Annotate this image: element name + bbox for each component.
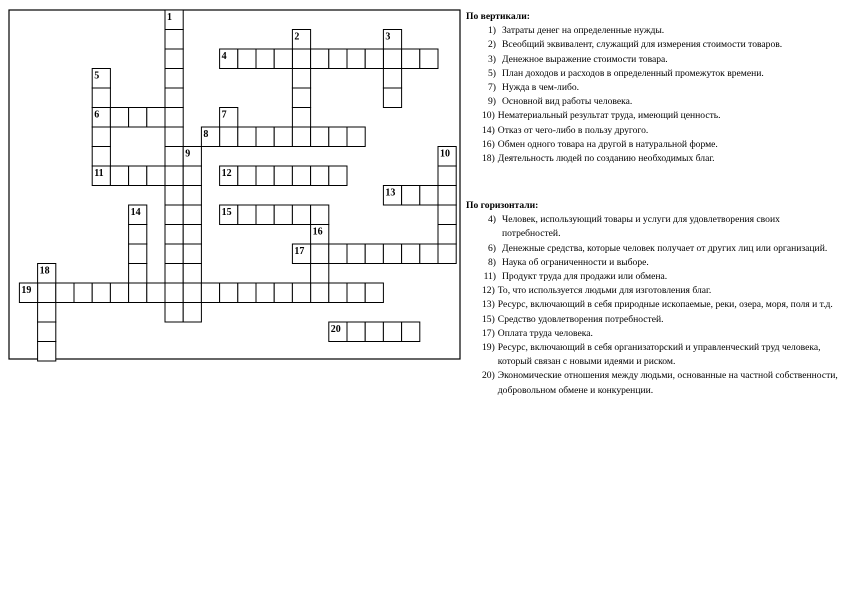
crossword-cell[interactable]: [311, 49, 329, 69]
crossword-cell[interactable]: [238, 205, 256, 225]
crossword-cell[interactable]: [402, 186, 420, 206]
crossword-cell[interactable]: [183, 303, 201, 323]
crossword-cell[interactable]: [365, 322, 383, 342]
crossword-cell[interactable]: [183, 244, 201, 264]
clue-number-20: 20: [330, 324, 341, 335]
horizontal-clue: [466, 341, 838, 369]
vertical-clue: [466, 53, 838, 67]
crossword-cell[interactable]: [183, 166, 201, 186]
crossword-cell[interactable]: [183, 225, 201, 245]
crossword-cell[interactable]: [274, 205, 292, 225]
vertical-clue: [466, 38, 838, 52]
crossword-cell[interactable]: [92, 88, 110, 108]
crossword-cell[interactable]: [420, 186, 438, 206]
crossword-cell[interactable]: [311, 283, 329, 303]
horizontal-clue: [466, 313, 838, 327]
crossword-cell[interactable]: [92, 283, 110, 303]
crossword-cell[interactable]: [438, 244, 456, 264]
horizontal-clue-text: Денежные средства, которые человек получает от других лиц или организаций.: [502, 242, 828, 254]
horizontal-clue-number: 8): [488, 256, 496, 268]
clue-number-2: 2: [294, 31, 300, 43]
crossword-cell[interactable]: [165, 49, 183, 69]
crossword-cell[interactable]: [129, 225, 147, 245]
clue-number-19: 19: [21, 285, 32, 296]
crossword-cell[interactable]: [147, 166, 165, 186]
vertical-clue-number: 10): [482, 110, 495, 122]
crossword-cell[interactable]: [238, 49, 256, 69]
clue-number-11: 11: [94, 168, 104, 179]
crossword-cell[interactable]: [165, 264, 183, 284]
crossword-cell[interactable]: [292, 127, 310, 147]
vertical-clue-text: Затраты денег на определенные нужды.: [502, 25, 665, 37]
clue-number-6: 6: [94, 109, 100, 121]
crossword-cell[interactable]: [347, 283, 365, 303]
crossword-cell[interactable]: [38, 283, 56, 303]
crossword-cell[interactable]: [256, 49, 274, 69]
crossword-cell[interactable]: [92, 127, 110, 147]
crossword-cell[interactable]: [183, 283, 201, 303]
crossword-cell[interactable]: [402, 244, 420, 264]
vertical-clues: [466, 10, 838, 166]
crossword-cell[interactable]: [365, 49, 383, 69]
crossword-cell[interactable]: [129, 108, 147, 128]
crossword-cell[interactable]: [438, 186, 456, 206]
clue-number-15: 15: [221, 207, 232, 218]
crossword-cell[interactable]: [383, 244, 401, 264]
crossword-cell[interactable]: [347, 127, 365, 147]
horizontal-clues-title: По горизонтали:: [466, 200, 539, 211]
crossword-cell[interactable]: [183, 186, 201, 206]
crossword-cell[interactable]: [383, 49, 401, 69]
horizontal-clue-text: Ресурс, включающий в себя природные ископаемые, реки, озера, моря, поля и т.д.: [497, 299, 833, 311]
crossword-cell[interactable]: [256, 205, 274, 225]
crossword-cell[interactable]: [38, 303, 56, 323]
horizontal-clue: [466, 213, 838, 241]
crossword-cell[interactable]: [74, 283, 92, 303]
horizontal-clue-text: То, что используется людьми для изготовления благ.: [497, 285, 712, 297]
crossword-cell[interactable]: [383, 69, 401, 89]
crossword-cell[interactable]: [220, 283, 238, 303]
vertical-clue: [466, 95, 838, 109]
crossword-cell[interactable]: [292, 49, 310, 69]
vertical-clue-text: Нематериальный результат труда, имеющий ценность.: [497, 110, 721, 122]
vertical-clue: [466, 24, 838, 38]
crossword-cell[interactable]: [147, 283, 165, 303]
clue-number-16: 16: [312, 226, 323, 238]
crossword-cell[interactable]: [165, 244, 183, 264]
vertical-clues-title: По вертикали:: [466, 11, 530, 22]
horizontal-clue-number: 12): [482, 285, 495, 297]
crossword-cell[interactable]: [238, 166, 256, 186]
horizontal-clue-text: Ресурс, включающий в себя организаторский и управленческий труд человека, который связан с новыми идеями и риском.: [497, 342, 821, 368]
crossword-cell[interactable]: [256, 166, 274, 186]
crossword-cell[interactable]: [365, 244, 383, 264]
crossword-cell[interactable]: [274, 283, 292, 303]
crossword-cell[interactable]: [402, 49, 420, 69]
crossword-cell[interactable]: [311, 166, 329, 186]
crossword-cell[interactable]: [110, 108, 128, 128]
horizontal-clue: [466, 327, 838, 341]
crossword-cell[interactable]: [165, 205, 183, 225]
vertical-clue-text: Обмен одного товара на другой в натуральной форме.: [497, 138, 718, 150]
vertical-clue-text: Отказ от чего-либо в пользу другого.: [497, 124, 649, 136]
crossword-cell[interactable]: [110, 283, 128, 303]
clue-number-4: 4: [221, 51, 227, 62]
crossword-cell[interactable]: [238, 127, 256, 147]
crossword-cell[interactable]: [311, 205, 329, 225]
crossword-cell[interactable]: [347, 49, 365, 69]
vertical-clue-number: 16): [482, 138, 495, 150]
crossword-cell[interactable]: [129, 283, 147, 303]
vertical-clue-number: 18): [482, 153, 495, 165]
vertical-clue: [466, 109, 838, 123]
crossword-cell[interactable]: [56, 283, 74, 303]
crossword-cell[interactable]: [274, 127, 292, 147]
crossword-cell[interactable]: [329, 166, 347, 186]
crossword-cell[interactable]: [183, 264, 201, 284]
crossword-cell[interactable]: [438, 205, 456, 225]
vertical-clue-number: 5): [488, 67, 496, 79]
horizontal-clue-number: 11): [483, 271, 496, 283]
crossword-cell[interactable]: [292, 283, 310, 303]
crossword-cell[interactable]: [129, 264, 147, 284]
horizontal-clue-number: 19): [482, 342, 495, 354]
vertical-clue-text: Деятельность людей по созданию необходимых благ.: [497, 153, 715, 165]
crossword-cell[interactable]: [183, 205, 201, 225]
crossword-cell[interactable]: [347, 244, 365, 264]
crossword-cell[interactable]: [165, 88, 183, 108]
horizontal-clue-text: Наука об ограниченности и выборе.: [502, 256, 649, 268]
crossword-cell[interactable]: [165, 69, 183, 89]
clue-number-14: 14: [130, 207, 141, 218]
crossword-cell[interactable]: [311, 127, 329, 147]
crossword-cell[interactable]: [292, 166, 310, 186]
crossword-cell[interactable]: [420, 49, 438, 69]
horizontal-clue-number: 17): [482, 327, 495, 339]
clue-number-18: 18: [39, 265, 50, 277]
horizontal-clue-text: Средство удовлетворения потребностей.: [497, 313, 664, 325]
crossword-cell[interactable]: [438, 225, 456, 245]
vertical-clue: [466, 124, 838, 138]
horizontal-clue-number: 4): [488, 214, 496, 226]
vertical-clue: [466, 138, 838, 152]
crossword-cell[interactable]: [383, 322, 401, 342]
clue-number-7: 7: [221, 109, 227, 121]
crossword-cell[interactable]: [329, 49, 347, 69]
crossword-cell[interactable]: [165, 30, 183, 50]
crossword-cell[interactable]: [329, 127, 347, 147]
crossword-cell[interactable]: [165, 147, 183, 167]
crossword-cell[interactable]: [165, 225, 183, 245]
vertical-clue-text: Нужда в чем-либо.: [502, 82, 580, 94]
vertical-clue: [466, 152, 838, 166]
crossword-cell[interactable]: [129, 244, 147, 264]
vertical-clue-text: Всеобщий эквивалент, служащий для измерения стоимости товаров.: [502, 39, 783, 51]
crossword-cell[interactable]: [256, 283, 274, 303]
horizontal-clue: [466, 369, 838, 397]
vertical-clue-number: 9): [488, 96, 496, 108]
clue-number-5: 5: [94, 70, 100, 82]
vertical-clue-number: 1): [488, 25, 496, 37]
clue-number-10: 10: [440, 148, 450, 160]
crossword-cell[interactable]: [165, 166, 183, 186]
crossword-cell[interactable]: [274, 166, 292, 186]
clue-number-8: 8: [203, 129, 209, 140]
clue-number-17: 17: [294, 246, 305, 257]
vertical-clue-text: План доходов и расходов в определенный промежуток времени.: [502, 67, 764, 79]
crossword-cell[interactable]: [329, 244, 347, 264]
horizontal-clue: [466, 256, 838, 270]
horizontal-clue-text: Человек, использующий товары и услуги для удовлетворения своих потребностей.: [502, 214, 780, 240]
crossword-cell[interactable]: [438, 166, 456, 186]
crossword-cell[interactable]: [256, 127, 274, 147]
horizontal-clue-number: 20): [482, 370, 495, 382]
clue-number-12: 12: [221, 168, 232, 179]
crossword-cell[interactable]: [165, 283, 183, 303]
horizontal-clue-text: Продукт труда для продажи или обмена.: [502, 271, 668, 283]
horizontal-clue-text: Экономические отношения между людьми, основанные на частной собственности, добровольном обмене и конкуренции.: [497, 370, 838, 396]
clue-number-3: 3: [385, 31, 391, 43]
crossword-cell[interactable]: [92, 147, 110, 167]
crossword-cell[interactable]: [201, 283, 219, 303]
crossword-cell[interactable]: [147, 108, 165, 128]
crossword-cell[interactable]: [383, 88, 401, 108]
crossword-cell[interactable]: [165, 127, 183, 147]
vertical-clue-number: 14): [482, 124, 495, 136]
crossword-cell[interactable]: [165, 303, 183, 323]
horizontal-clue-text: Оплата труда человека.: [497, 327, 593, 339]
crossword-cell[interactable]: [292, 205, 310, 225]
crossword-cell[interactable]: [311, 264, 329, 284]
crossword-cell[interactable]: [292, 88, 310, 108]
horizontal-clues: [466, 199, 838, 398]
vertical-clue-text: Денежное выражение стоимости товара.: [502, 53, 668, 65]
crossword-cell[interactable]: [274, 49, 292, 69]
clue-number-1: 1: [167, 12, 172, 23]
crossword-cell[interactable]: [292, 69, 310, 89]
horizontal-clue-number: 13): [482, 299, 495, 311]
crossword-cell[interactable]: [165, 186, 183, 206]
crossword-cell[interactable]: [110, 166, 128, 186]
crossword-cell[interactable]: [311, 244, 329, 264]
crossword-cell[interactable]: [347, 322, 365, 342]
crossword-cell[interactable]: [38, 322, 56, 342]
vertical-clue: [466, 67, 838, 81]
vertical-clue-number: 3): [488, 53, 496, 65]
horizontal-clue: [466, 270, 838, 284]
crossword-cell[interactable]: [329, 283, 347, 303]
clue-number-9: 9: [185, 148, 191, 160]
horizontal-clue: [466, 284, 838, 298]
horizontal-clue-number: 15): [482, 313, 495, 325]
crossword-cell[interactable]: [402, 322, 420, 342]
horizontal-clue-number: 6): [488, 242, 496, 254]
clue-number-13: 13: [385, 187, 396, 199]
vertical-clue-number: 7): [488, 82, 496, 94]
horizontal-clue: [466, 242, 838, 256]
crossword-cell[interactable]: [238, 283, 256, 303]
vertical-clue: [466, 81, 838, 95]
crossword-cell[interactable]: [292, 108, 310, 128]
vertical-clue-number: 2): [488, 39, 496, 51]
horizontal-clue: [466, 298, 838, 312]
vertical-clue-text: Основной вид работы человека.: [502, 96, 633, 108]
crossword-cell[interactable]: [365, 283, 383, 303]
crossword-cell[interactable]: [220, 127, 238, 147]
crossword-cell[interactable]: [129, 166, 147, 186]
crossword-cell[interactable]: [165, 108, 183, 128]
crossword-cell[interactable]: [420, 244, 438, 264]
crossword-cell[interactable]: [38, 342, 56, 362]
